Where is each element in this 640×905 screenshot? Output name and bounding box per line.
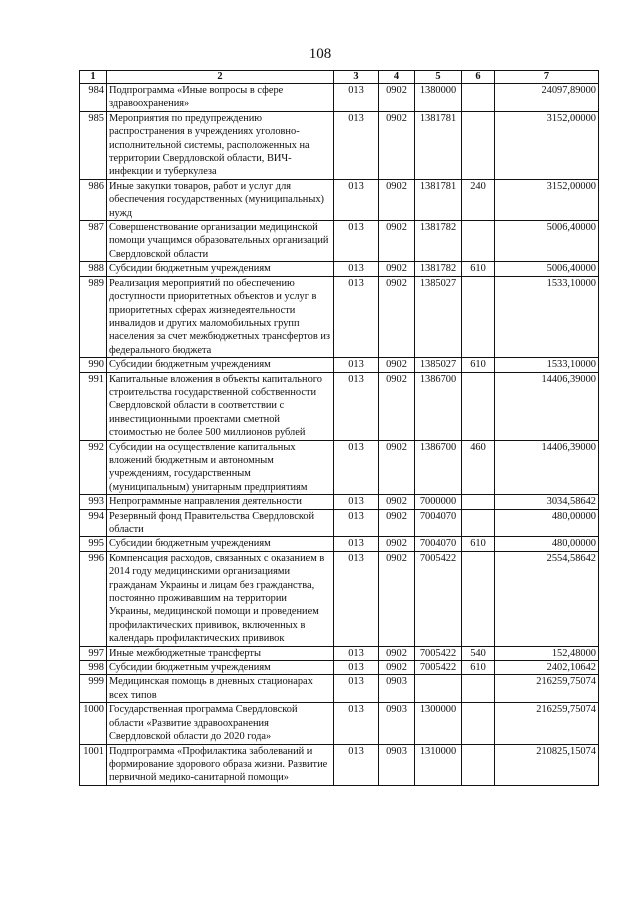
- row-number: 992: [80, 440, 107, 495]
- row-expense-type: 610: [462, 262, 495, 276]
- row-section-code: 0902: [379, 537, 415, 551]
- row-name: Реализация мероприятий по обеспечению доступности приоритетных объектов и услуг в приоритетных сферах жизнедеятельности инвалидов и других маломобильных групп населения за счет межбюджетных трансфертов из федерального бюджета: [107, 276, 334, 357]
- table-row: [80, 179, 599, 220]
- row-target-code: 1386700: [415, 372, 462, 440]
- table-row: [80, 276, 599, 357]
- row-amount: 216259,75074: [495, 703, 599, 744]
- header-col-2: 2: [107, 71, 334, 84]
- row-target-code: 1381781: [415, 111, 462, 179]
- row-admin-code: 013: [334, 744, 379, 785]
- header-col-6: 6: [462, 71, 495, 84]
- row-admin-code: 013: [334, 675, 379, 703]
- row-section-code: 0902: [379, 262, 415, 276]
- row-admin-code: 013: [334, 276, 379, 357]
- row-number: 988: [80, 262, 107, 276]
- table-row: [80, 372, 599, 440]
- table-row: [80, 675, 599, 703]
- row-expense-type: [462, 84, 495, 112]
- row-expense-type: [462, 276, 495, 357]
- row-target-code: 1386700: [415, 440, 462, 495]
- page-number: 108: [308, 46, 332, 62]
- row-amount: 2554,58642: [495, 551, 599, 646]
- row-name: Иные закупки товаров, работ и услуг для обеспечения государственных (муниципальных) нужд: [107, 179, 334, 220]
- row-name: Иные межбюджетные трансферты: [107, 646, 334, 660]
- row-section-code: 0902: [379, 179, 415, 220]
- row-admin-code: 013: [334, 440, 379, 495]
- row-amount: 2402,10642: [495, 661, 599, 675]
- row-target-code: 7005422: [415, 661, 462, 675]
- row-admin-code: 013: [334, 509, 379, 537]
- row-expense-type: 460: [462, 440, 495, 495]
- row-admin-code: 013: [334, 551, 379, 646]
- row-amount: 3152,00000: [495, 111, 599, 179]
- row-expense-type: [462, 703, 495, 744]
- table-row: [80, 551, 599, 646]
- row-admin-code: 013: [334, 221, 379, 262]
- row-section-code: 0903: [379, 744, 415, 785]
- row-section-code: 0902: [379, 440, 415, 495]
- row-name: Государственная программа Свердловской области «Развитие здравоохранения Свердловской области до 2020 года»: [107, 703, 334, 744]
- row-number: 984: [80, 84, 107, 112]
- row-section-code: 0903: [379, 675, 415, 703]
- row-admin-code: 013: [334, 358, 379, 372]
- row-number: 999: [80, 675, 107, 703]
- row-name: Подпрограмма «Иные вопросы в сфере здравоохранения»: [107, 84, 334, 112]
- row-target-code: [415, 675, 462, 703]
- row-name: Медицинская помощь в дневных стационарах всех типов: [107, 675, 334, 703]
- row-section-code: 0902: [379, 221, 415, 262]
- table-row: [80, 646, 599, 660]
- row-name: Непрограммные направления деятельности: [107, 495, 334, 509]
- row-number: 994: [80, 509, 107, 537]
- table-header-row: [80, 71, 599, 84]
- row-number: 991: [80, 372, 107, 440]
- row-name: Субсидии бюджетным учреждениям: [107, 661, 334, 675]
- table-row: [80, 440, 599, 495]
- row-amount: 3152,00000: [495, 179, 599, 220]
- row-number: 995: [80, 537, 107, 551]
- row-amount: 152,48000: [495, 646, 599, 660]
- table-row: [80, 509, 599, 537]
- header-col-4: 4: [379, 71, 415, 84]
- row-number: 993: [80, 495, 107, 509]
- table-row: [80, 111, 599, 179]
- row-section-code: 0902: [379, 276, 415, 357]
- row-number: 986: [80, 179, 107, 220]
- row-section-code: 0902: [379, 495, 415, 509]
- row-target-code: 1310000: [415, 744, 462, 785]
- row-section-code: 0903: [379, 703, 415, 744]
- row-expense-type: 540: [462, 646, 495, 660]
- row-name: Капитальные вложения в объекты капитального строительства государственной собственности Свердловской области в соответствии с инвестиционными проектами сметной стоимостью не более 500 миллионов рублей: [107, 372, 334, 440]
- row-amount: 210825,15074: [495, 744, 599, 785]
- row-amount: 480,00000: [495, 537, 599, 551]
- row-amount: 5006,40000: [495, 262, 599, 276]
- row-admin-code: 013: [334, 372, 379, 440]
- row-target-code: 1380000: [415, 84, 462, 112]
- table-row: [80, 661, 599, 675]
- row-expense-type: 610: [462, 358, 495, 372]
- row-expense-type: 610: [462, 537, 495, 551]
- row-number: 1000: [80, 703, 107, 744]
- header-col-7: 7: [495, 71, 599, 84]
- row-amount: 1533,10000: [495, 276, 599, 357]
- row-target-code: 1381782: [415, 262, 462, 276]
- row-expense-type: [462, 495, 495, 509]
- row-amount: 5006,40000: [495, 221, 599, 262]
- row-number: 990: [80, 358, 107, 372]
- row-name: Субсидии бюджетным учреждениям: [107, 358, 334, 372]
- table-row: [80, 221, 599, 262]
- row-amount: 24097,89000: [495, 84, 599, 112]
- table-row: [80, 358, 599, 372]
- header-col-3: 3: [334, 71, 379, 84]
- row-section-code: 0902: [379, 111, 415, 179]
- row-admin-code: 013: [334, 179, 379, 220]
- row-target-code: 7005422: [415, 646, 462, 660]
- row-expense-type: [462, 372, 495, 440]
- row-name: Совершенствование организации медицинской помощи учащимся образовательных организаций Свердловской области: [107, 221, 334, 262]
- row-target-code: 1381782: [415, 221, 462, 262]
- row-target-code: 7004070: [415, 509, 462, 537]
- row-name: Субсидии бюджетным учреждениям: [107, 262, 334, 276]
- row-target-code: 7000000: [415, 495, 462, 509]
- row-number: 996: [80, 551, 107, 646]
- row-name: Компенсация расходов, связанных с оказанием в 2014 году медицинскими организациями гражданам Украины и лицам без гражданства, постоянно проживавшим на территории Украины, медицинской помощи и проведением профилактических прививок, включенных в календарь профилактических прививок: [107, 551, 334, 646]
- row-target-code: 1381781: [415, 179, 462, 220]
- row-section-code: 0902: [379, 646, 415, 660]
- row-section-code: 0902: [379, 661, 415, 675]
- row-name: Резервный фонд Правительства Свердловской области: [107, 509, 334, 537]
- row-number: 987: [80, 221, 107, 262]
- row-amount: 480,00000: [495, 509, 599, 537]
- row-target-code: 7004070: [415, 537, 462, 551]
- row-name: Субсидии на осуществление капитальных вложений бюджетным и автономным учреждениям, государственным (муниципальным) унитарным предприятиям: [107, 440, 334, 495]
- table-row: [80, 495, 599, 509]
- row-section-code: 0902: [379, 358, 415, 372]
- row-expense-type: [462, 551, 495, 646]
- row-target-code: 7005422: [415, 551, 462, 646]
- table-row: [80, 537, 599, 551]
- row-expense-type: [462, 509, 495, 537]
- row-expense-type: 610: [462, 661, 495, 675]
- row-amount: 3034,58642: [495, 495, 599, 509]
- header-col-5: 5: [415, 71, 462, 84]
- row-expense-type: [462, 111, 495, 179]
- row-section-code: 0902: [379, 551, 415, 646]
- row-expense-type: [462, 221, 495, 262]
- row-number: 1001: [80, 744, 107, 785]
- row-amount: 1533,10000: [495, 358, 599, 372]
- row-admin-code: 013: [334, 262, 379, 276]
- table-row: [80, 703, 599, 744]
- header-col-1: 1: [80, 71, 107, 84]
- row-target-code: 1385027: [415, 276, 462, 357]
- table-row: [80, 262, 599, 276]
- row-expense-type: [462, 744, 495, 785]
- row-expense-type: 240: [462, 179, 495, 220]
- row-amount: 14406,39000: [495, 372, 599, 440]
- row-name: Субсидии бюджетным учреждениям: [107, 537, 334, 551]
- row-section-code: 0902: [379, 509, 415, 537]
- row-amount: 216259,75074: [495, 675, 599, 703]
- row-admin-code: 013: [334, 661, 379, 675]
- row-admin-code: 013: [334, 646, 379, 660]
- table-row: [80, 744, 599, 785]
- budget-table: [79, 70, 599, 786]
- row-amount: 14406,39000: [495, 440, 599, 495]
- table-row: [80, 84, 599, 112]
- row-admin-code: 013: [334, 111, 379, 179]
- row-name: Подпрограмма «Профилактика заболеваний и формирование здорового образа жизни. Развитие первичной медико-санитарной помощи»: [107, 744, 334, 785]
- row-section-code: 0902: [379, 84, 415, 112]
- row-section-code: 0902: [379, 372, 415, 440]
- row-admin-code: 013: [334, 537, 379, 551]
- row-number: 997: [80, 646, 107, 660]
- row-admin-code: 013: [334, 495, 379, 509]
- row-number: 989: [80, 276, 107, 357]
- row-target-code: 1300000: [415, 703, 462, 744]
- row-name: Мероприятия по предупреждению распространения в учреждениях уголовно-исполнительной системы, расположенных на территории Свердловской области, ВИЧ-инфекции и туберкулеза: [107, 111, 334, 179]
- row-expense-type: [462, 675, 495, 703]
- row-number: 998: [80, 661, 107, 675]
- row-admin-code: 013: [334, 703, 379, 744]
- row-admin-code: 013: [334, 84, 379, 112]
- row-number: 985: [80, 111, 107, 179]
- row-target-code: 1385027: [415, 358, 462, 372]
